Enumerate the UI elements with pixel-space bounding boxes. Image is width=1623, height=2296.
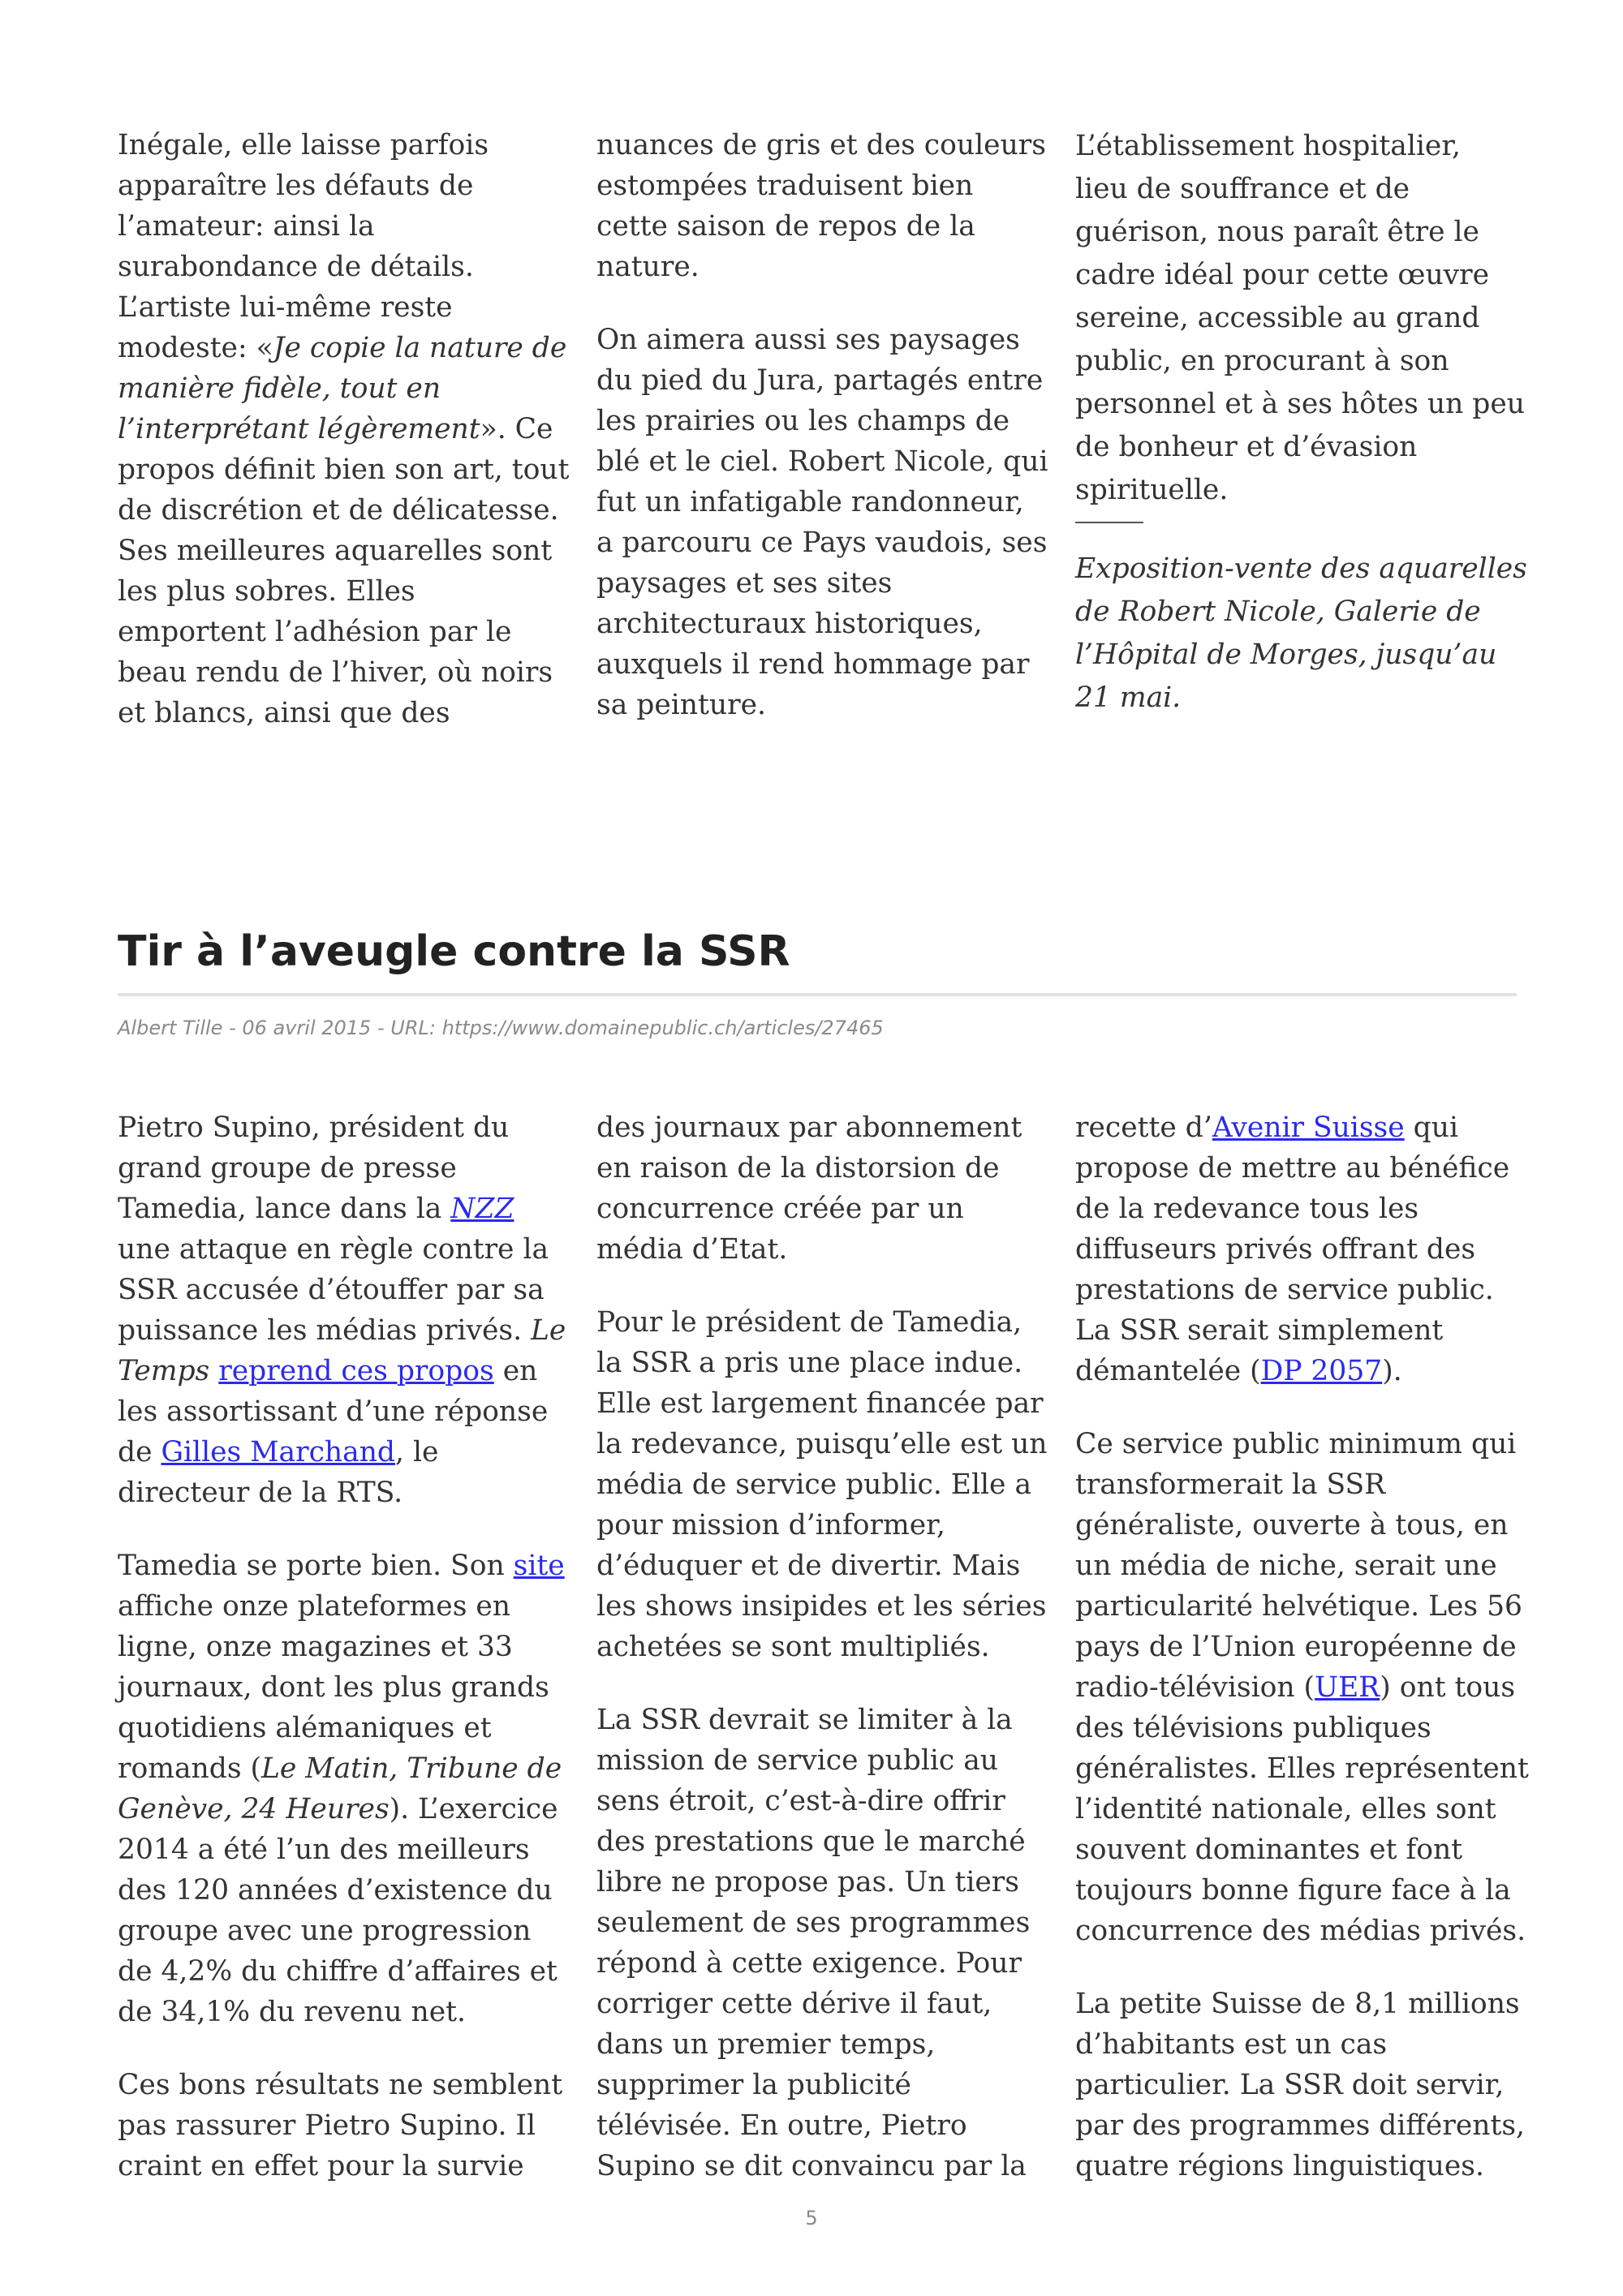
article2-column-1 [118, 1107, 566, 2186]
nzz-link[interactable]: NZZ [450, 1193, 514, 1225]
article-meta: Albert Tille - 06 avril 2015 - URL: https://www.domainepublic.ch/articles/27465 [118, 1017, 884, 1039]
exposition-note: Exposition-vente des aquarelles de Robert Nicole, Galerie de l’Hôpital de Morges, jusqu’au 21 mai. [1075, 553, 1527, 714]
article2-col3-paragraph-3: La petite Suisse de 8,1 millions d’habitants est un cas particulier. La SSR doit servir, par des programmes différents, quatre régions linguistiques. [1075, 1988, 1526, 2182]
article2-col2-paragraph-2: Pour le président de Tamedia, la SSR a pris une place indue. Elle est largement financée par la redevance, puisqu’elle est un média de service public. Elle a pour mission d’informer, d’éduquer et de divertir. Mais les shows insipides et les séries achetées se sont multipliés. [596, 1306, 1048, 1663]
title-divider [118, 993, 1517, 996]
article2-column-2 [596, 1107, 1048, 2186]
article2-col2-paragraph-3: La SSR devrait se limiter à la mission de service public au sens étroit, c’est-à-dire offrir des prestations que le marché libre ne propose pas. Un tiers seulement de ses programmes répond à cette exigence. Pour corriger cette dérive il faut, dans un premier temps, supprimer la publicité télévisée. En outre, Pietro Supino se dit convaincu par la [596, 1704, 1031, 2182]
article1-col3-paragraph: L’établissement hospitalier, lieu de souffrance et de guérison, nous paraît être le cadre idéal pour cette œuvre sereine, accessible au grand public, en procurant à son personnel et à ses hôtes un peu de bonheur et d’évasion spirituelle. [1075, 130, 1525, 506]
avenir-suisse-link[interactable]: Avenir Suisse [1212, 1111, 1405, 1144]
article1-column-2 [596, 125, 1048, 725]
article1-column-1 [118, 125, 570, 733]
tamedia-site-link[interactable]: site [513, 1550, 565, 1582]
article2-col1-paragraph-3: Ces bons résultats ne semblent pas rassurer Pietro Supino. Il craint en effet pour la survie [118, 2069, 563, 2182]
article2-col3-paragraph-2: Ce service public minimum qui transformerait la SSR généraliste, ouverte à tous, en un média de niche, serait une particularité helvétique. Les 56 pays de l’Union européenne de radio-télévision (UER) ont tous des télévisions publiques généralistes. Elles représentent l’identité nationale, elles sont souvent dominantes et font toujours bonne figure face à la concurrence des médias privés. [1075, 1428, 1529, 1947]
uer-link[interactable]: UER [1315, 1671, 1380, 1704]
gilles-marchand-link[interactable]: Gilles Marchand [161, 1436, 396, 1468]
article2-col2-paragraph-1: des journaux par abonnement en raison de la distorsion de concurrence créée par un média d’Etat. [596, 1111, 1022, 1266]
article2-column-3 [1075, 1107, 1529, 2186]
page-number: 5 [805, 2207, 818, 2229]
reprend-ces-propos-link[interactable]: reprend ces propos [218, 1355, 494, 1387]
article-title: Tir à l’aveugle contre la SSR [118, 927, 790, 976]
article1-col2-paragraph-2: On aimera aussi ses paysages du pied du Jura, partagés entre les prairies ou les champs de blé et le ciel. Robert Nicole, qui fut un infatigable randonneur, a parcouru ce Pays vaudois, ses paysages et ses sites architecturaux historiques, auxquels il rend hommage par sa peinture. [596, 324, 1048, 721]
article1-col2-paragraph-1: nuances de gris et des couleurs estompées traduisent bien cette saison de repos de la nature. [596, 129, 1046, 283]
dp-2057-link[interactable]: DP 2057 [1260, 1355, 1383, 1387]
article1-col1-paragraph: Inégale, elle laisse parfois apparaître les défauts de l’amateur: ainsi la surabondance de détails. L’artiste lui-même reste modeste: «Je copie la nature de manière fidèle, tout en l’interprétant légèrement». Ce propos définit bien son art, tout de discrétion et de délicatesse. Ses meilleures aquarelles sont les plus sobres. Elles emportent l’adhésion par le beau rendu de l’hiver, où noirs et blancs, ainsi que des [118, 129, 570, 729]
artist-quote: Je copie la nature de [273, 332, 567, 364]
article2-col1-paragraph-2: Tamedia se porte bien. Son site affiche onze plateformes en ligne, onze magazines et 33 journaux, dont les plus grands quotidiens alémaniques et romands (Le Matin, Tribune de Genève, 24 Heures). L’exercice 2014 a été l’un des meilleurs des 120 années d’existence du groupe avec une progression de 4,2% du chiffre d’affaires et de 34,1% du revenu net. [118, 1550, 565, 2028]
footnote-divider [1075, 522, 1143, 523]
article2-col1-paragraph-1: Pietro Supino, président du grand groupe de presse Tamedia, lance dans la NZZ une attaque en règle contre la SSR accusée d’étouffer par sa puissance les médias privés. Le Temps reprend ces propos en les assortissant d’une réponse de Gilles Marchand, le directeur de la RTS. [118, 1111, 566, 1509]
article1-column-3 [1075, 125, 1527, 720]
article2-col3-paragraph-1: recette d’Avenir Suisse qui propose de mettre au bénéfice de la redevance tous les diffuseurs privés offrant des prestations de service public. La SSR serait simplement démantelée (DP 2057). [1075, 1111, 1510, 1387]
